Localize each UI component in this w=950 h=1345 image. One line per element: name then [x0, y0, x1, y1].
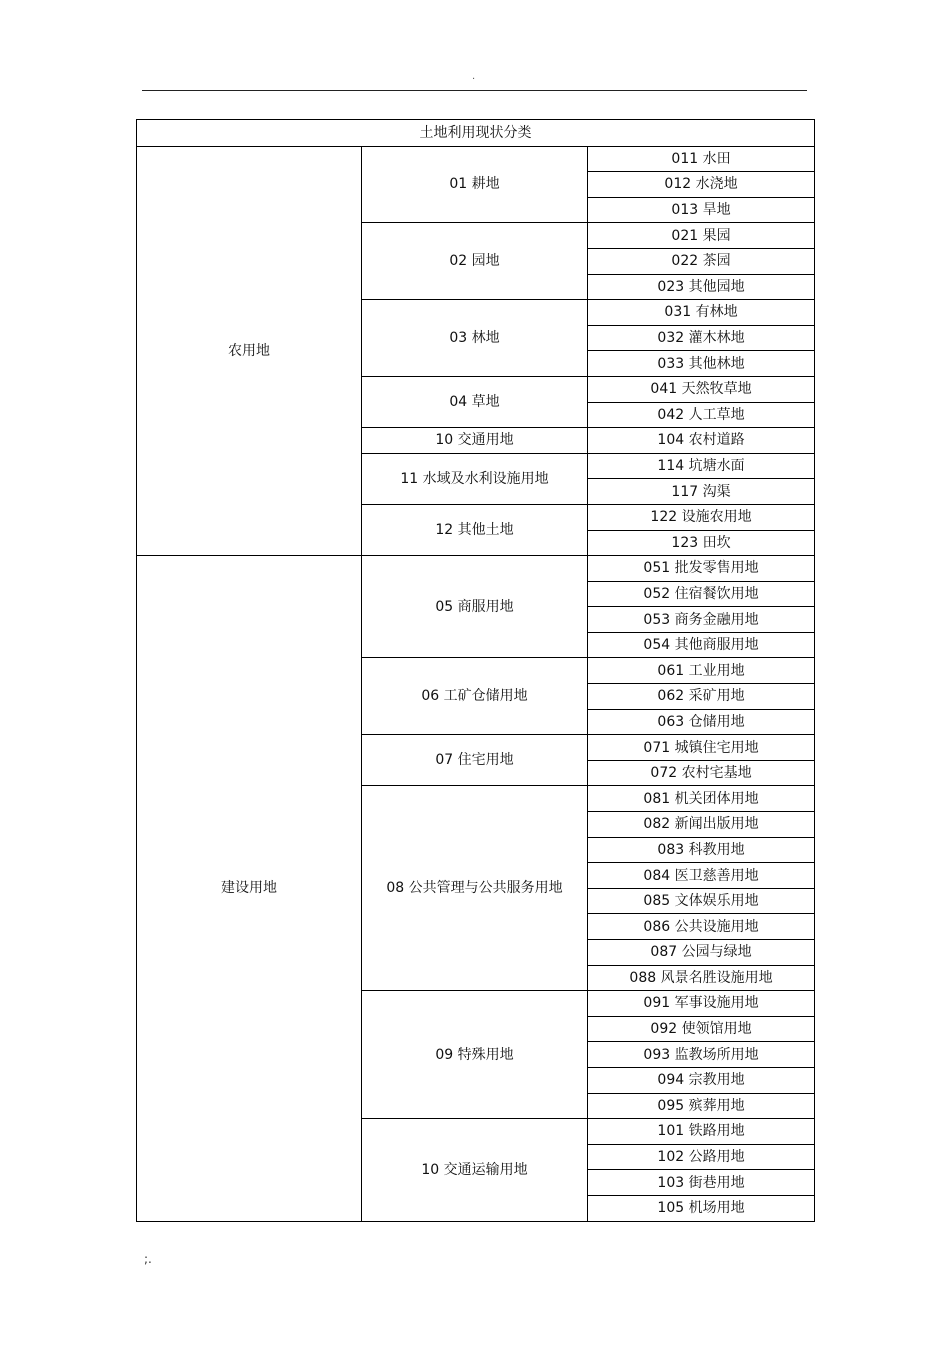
category-level3-cell: 042 人工草地	[588, 402, 815, 428]
category-level3-cell: 023 其他园地	[588, 274, 815, 300]
category-level3-cell: 102 公路用地	[588, 1144, 815, 1170]
category-level2-cell: 12 其他土地	[362, 504, 588, 555]
category-level3-cell: 053 商务金融用地	[588, 607, 815, 633]
category-level3-cell: 022 茶园	[588, 248, 815, 274]
category-level3-cell: 062 采矿用地	[588, 684, 815, 710]
category-level3-cell: 092 使领馆用地	[588, 1016, 815, 1042]
table-title-row	[137, 120, 815, 147]
category-level3-cell: 122 设施农用地	[588, 504, 815, 530]
category-level3-cell: 061 工业用地	[588, 658, 815, 684]
category-level1-cell: 建设用地	[137, 556, 362, 1221]
category-level3-cell: 123 田坎	[588, 530, 815, 556]
category-level3-cell: 012 水浇地	[588, 172, 815, 198]
category-level3-cell: 087 公园与绿地	[588, 940, 815, 966]
category-level3-cell: 083 科教用地	[588, 837, 815, 863]
header-mark: ·	[472, 74, 476, 85]
category-level2-cell: 01 耕地	[362, 146, 588, 223]
category-level3-cell: 063 仓储用地	[588, 709, 815, 735]
category-level3-cell: 093 监教场所用地	[588, 1042, 815, 1068]
category-level3-cell: 114 坑塘水面	[588, 453, 815, 479]
category-level3-cell: 104 农村道路	[588, 428, 815, 454]
category-level3-cell: 011 水田	[588, 146, 815, 172]
category-level2-cell: 06 工矿仓储用地	[362, 658, 588, 735]
category-level3-cell: 086 公共设施用地	[588, 914, 815, 940]
category-level1-cell: 农用地	[137, 146, 362, 556]
category-level2-cell: 08 公共管理与公共服务用地	[362, 786, 588, 991]
category-level2-cell: 10 交通运输用地	[362, 1119, 588, 1221]
category-level3-cell: 117 沟渠	[588, 479, 815, 505]
category-level2-cell: 09 特殊用地	[362, 991, 588, 1119]
category-level3-cell: 013 旱地	[588, 197, 815, 223]
category-level3-cell: 054 其他商服用地	[588, 632, 815, 658]
table-row	[137, 146, 815, 172]
category-level2-cell: 04 草地	[362, 376, 588, 427]
category-level3-cell: 095 殡葬用地	[588, 1093, 815, 1119]
category-level3-cell: 084 医卫慈善用地	[588, 863, 815, 889]
category-level3-cell: 091 军事设施用地	[588, 991, 815, 1017]
table-body	[137, 120, 815, 1222]
category-level2-cell: 11 水域及水利设施用地	[362, 453, 588, 504]
category-level2-cell: 03 林地	[362, 300, 588, 377]
footer-mark: ;.	[144, 1252, 152, 1266]
category-level3-cell: 051 批发零售用地	[588, 556, 815, 582]
category-level3-cell: 052 住宿餐饮用地	[588, 581, 815, 607]
category-level3-cell: 103 街巷用地	[588, 1170, 815, 1196]
category-level3-cell: 072 农村宅基地	[588, 760, 815, 786]
table-title: 土地利用现状分类	[137, 120, 815, 147]
category-level3-cell: 094 宗教用地	[588, 1067, 815, 1093]
header-rule	[142, 90, 807, 91]
category-level3-cell: 105 机场用地	[588, 1195, 815, 1221]
category-level3-cell: 041 天然牧草地	[588, 376, 815, 402]
category-level3-cell: 082 新闻出版用地	[588, 812, 815, 838]
category-level3-cell: 071 城镇住宅用地	[588, 735, 815, 761]
table-row	[137, 556, 815, 582]
category-level3-cell: 081 机关团体用地	[588, 786, 815, 812]
land-use-classification-table	[136, 119, 815, 1222]
category-level3-cell: 031 有林地	[588, 300, 815, 326]
category-level2-cell: 05 商服用地	[362, 556, 588, 658]
category-level3-cell: 021 果园	[588, 223, 815, 249]
category-level2-cell: 07 住宅用地	[362, 735, 588, 786]
category-level3-cell: 088 风景名胜设施用地	[588, 965, 815, 991]
category-level3-cell: 085 文体娱乐用地	[588, 888, 815, 914]
category-level3-cell: 032 灌木林地	[588, 325, 815, 351]
category-level3-cell: 033 其他林地	[588, 351, 815, 377]
category-level2-cell: 10 交通用地	[362, 428, 588, 454]
category-level2-cell: 02 园地	[362, 223, 588, 300]
category-level3-cell: 101 铁路用地	[588, 1119, 815, 1145]
